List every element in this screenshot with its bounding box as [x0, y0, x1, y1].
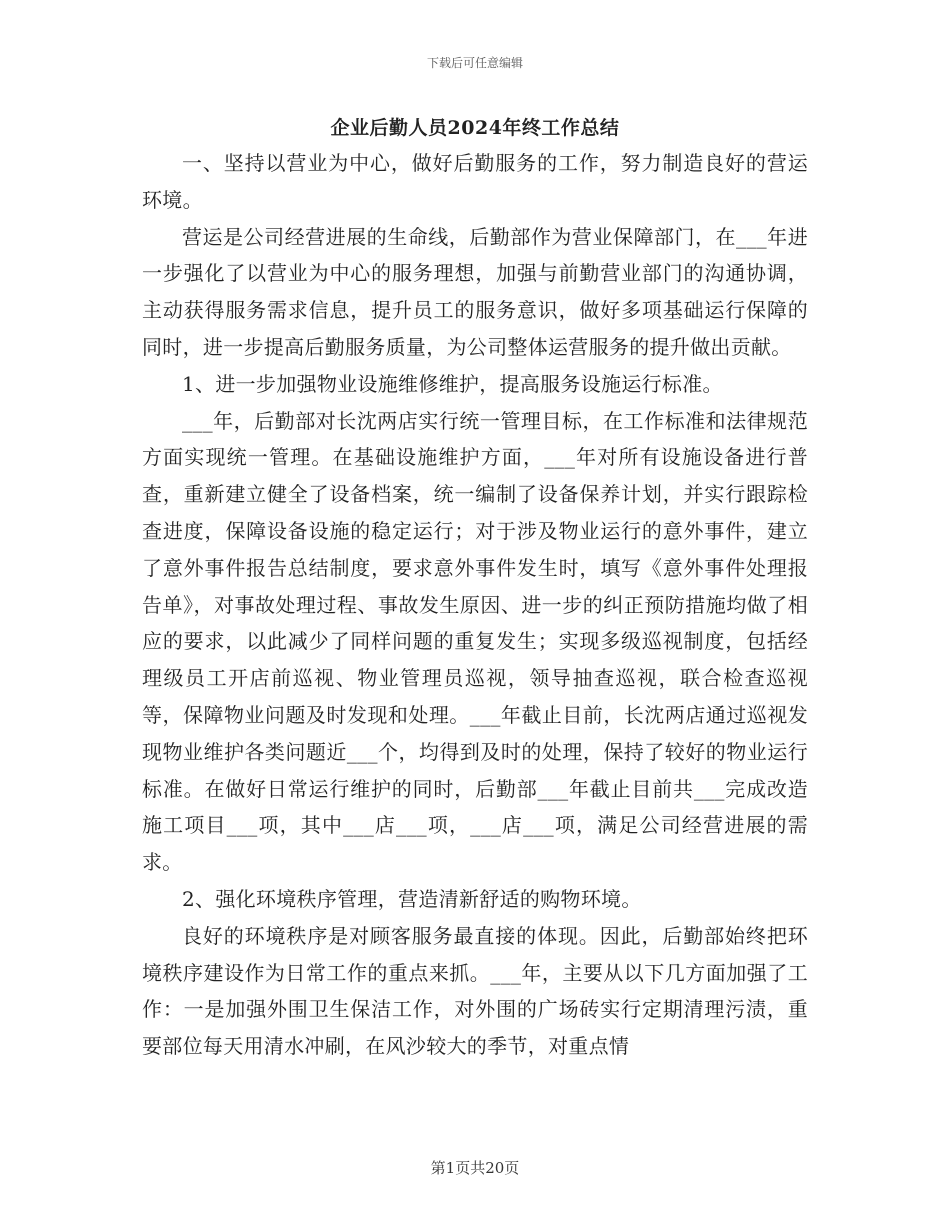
- paragraph: 一、坚持以营业为中心，做好后勤服务的工作，努力制造良好的营运环境。: [142, 151, 808, 212]
- paragraph: 良好的环境秩序是对顾客服务最直接的体现。因此，后勤部始终把环境秩序建设作为日常工作的重点来抓。___年，主要从以下几方面加强了工作：一是加强外围卫生保洁工作，对外围的广场砖实行定期清理污渍，重要部位每天用清水冲刷，在风沙较大的季节，对重点情: [142, 923, 808, 1059]
- page-header: 下载后可任意编辑: [426, 56, 523, 70]
- paragraph: 2、强化环境秩序管理，营造清新舒适的购物环境。: [182, 886, 642, 911]
- document-title: 企业后勤人员2024年终工作总结: [330, 117, 620, 139]
- paragraph: 营运是公司经营进展的生命线，后勤部作为营业保障部门，在___年进一步强化了以营业为中心的服务理想，加强与前勤营业部门的沟通协调，主动获得服务需求信息，提升员工的服务意识，做好多项基础运行保障的同时，进一步提高后勤服务质量，为公司整体运营服务的提升做出贡献。: [142, 224, 808, 359]
- document-body: [142, 145, 808, 1065]
- paragraph: 1、进一步加强物业设施维修维护，提高服务设施运行标准。: [182, 371, 723, 396]
- paragraph: ___年，后勤部对长沈两店实行统一管理目标，在工作标准和法律规范方面实现统一管理。在基础设施维护方面，___年对所有设施设备进行普查，重新建立健全了设备档案，统一编制了设备保养计划，并实行跟踪检查进度，保障设备设施的稳定运行；对于涉及物业运行的意外事件，建立了意外事件报告总结制度，要求意外事件发生时，填写《意外事件处理报告单》，对事故处理过程、事故发生原因、进一步的纠正预防措施均做了相应的要求，以此减少了同样问题的重复发生；实现多级巡视制度，包括经理级员工开店前巡视、物业管理员巡视，领导抽查巡视，联合检查巡视等，保障物业问题及时发现和处理。___年截止目前，长沈两店通过巡视发现物业维护各类问题近___个，均得到及时的处理，保持了较好的物业运行标准。在做好日常运行维护的同时，后勤部___年截止目前共___完成改造施工项目___项，其中___店___项，___店___项，满足公司经营进展的需求。: [142, 408, 808, 875]
- page-number: 第1页共20页: [430, 1159, 520, 1177]
